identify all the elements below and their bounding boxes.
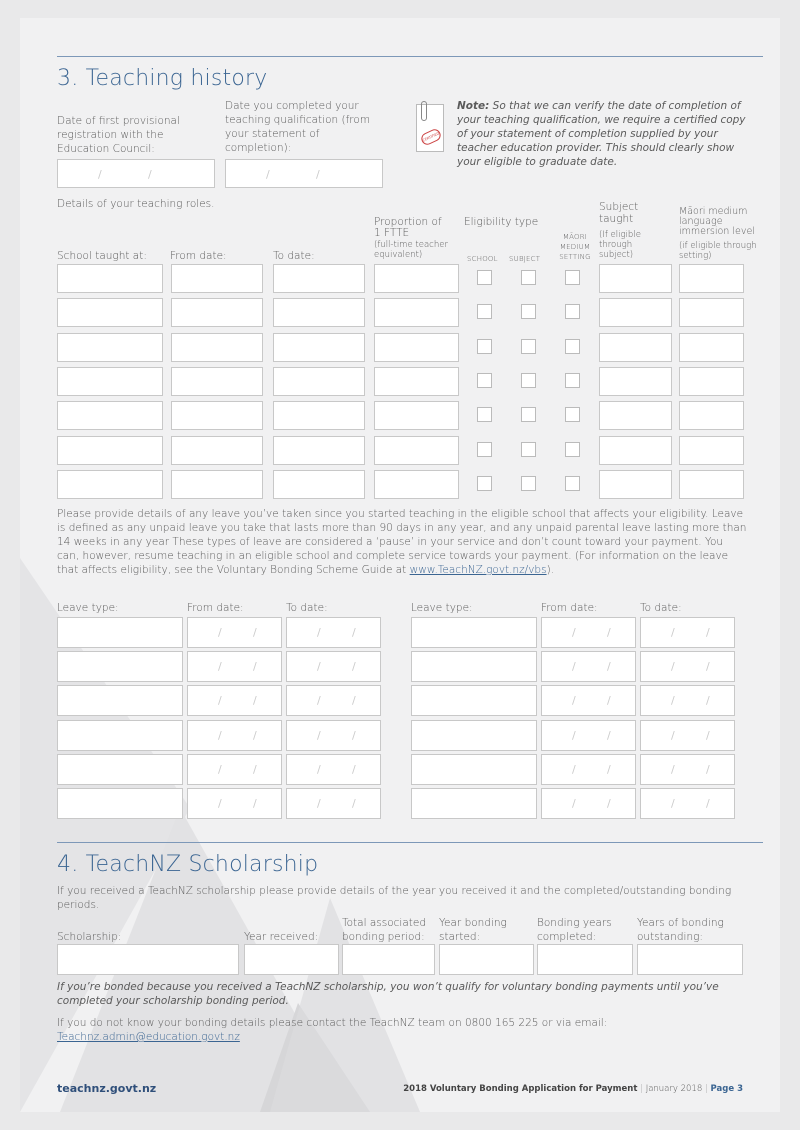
header-maori-level-sub: (if eligible through setting) xyxy=(679,241,757,261)
maori-setting-checkbox[interactable] xyxy=(565,442,580,457)
paperclip-icon xyxy=(421,101,427,121)
leave-explanation xyxy=(57,507,747,577)
to-date-input[interactable] xyxy=(273,298,365,327)
maori-setting-checkbox[interactable] xyxy=(565,373,580,388)
maori-setting-checkbox[interactable] xyxy=(565,304,580,319)
leave-text: Please provide details of any leave you’ve taken since you started teaching in the eligible school that affects your eligibility. Leave is defined as any unpaid leave you take that lasts more than 90 days in any year, and any unpaid parental leave lasting more than 14 weeks in any year These types of leave are considered a ‘pause’ in your service and don’t count toward your payment. You can, however, resume teaching in an eligible school and complete service towards your payment. (For information on the leave that affects eligibility, see the Voluntary Bonding Scheme Guide at xyxy=(57,508,747,576)
from-date-input[interactable] xyxy=(171,401,263,430)
scholarship-header: Bonding years completed: xyxy=(537,917,612,943)
leave-from-date-input[interactable]: / / xyxy=(541,720,636,751)
school-checkbox[interactable] xyxy=(477,339,492,354)
subject-input[interactable] xyxy=(599,470,672,499)
header-from-date: From date: xyxy=(170,250,227,262)
school-input[interactable] xyxy=(57,298,163,327)
certified-document-icon xyxy=(416,104,444,152)
school-input[interactable] xyxy=(57,367,163,396)
header-proportion: Proportion of 1 FTTE xyxy=(374,216,442,239)
contact-text: If you do not know your bonding details please contact the TeachNZ team on 0800 165 225 or via email: xyxy=(57,1017,608,1029)
scholarship-header: Total associated bonding period: xyxy=(342,917,427,943)
leave-from-date-input[interactable]: / / xyxy=(187,720,282,751)
proportion-input[interactable] xyxy=(374,333,459,362)
year-received-input[interactable] xyxy=(244,944,339,975)
leave-from-header-right: From date: xyxy=(541,602,598,614)
header-maori-level: Māori medium language immersion level xyxy=(679,206,755,237)
leave-to-date-input[interactable]: / / xyxy=(286,685,381,716)
leave-type-input[interactable] xyxy=(57,788,183,819)
subject-checkbox[interactable] xyxy=(521,407,536,422)
maori-level-input[interactable] xyxy=(679,401,744,430)
scholarship-intro: If you received a TeachNZ scholarship please provide details of the year you received it and the completed/outstanding bonding periods. xyxy=(57,885,732,911)
year-bonding-started-input[interactable] xyxy=(439,944,534,975)
subject-input[interactable] xyxy=(599,298,672,327)
maori-level-input[interactable] xyxy=(679,367,744,396)
school-checkbox[interactable] xyxy=(477,270,492,285)
leave-from-date-input[interactable]: / / xyxy=(187,754,282,785)
leave-from-date-input[interactable]: / / xyxy=(541,651,636,682)
from-date-input[interactable] xyxy=(171,298,263,327)
from-date-input[interactable] xyxy=(171,470,263,499)
maori-setting-checkbox[interactable] xyxy=(565,339,580,354)
document-page xyxy=(20,18,780,1112)
leave-type-input[interactable] xyxy=(57,651,183,682)
leave-to-date-input[interactable]: / / xyxy=(640,720,735,751)
school-input[interactable] xyxy=(57,470,163,499)
maori-level-input[interactable] xyxy=(679,333,744,362)
leave-type-header-right: Leave type: xyxy=(411,602,473,614)
to-date-input[interactable] xyxy=(273,436,365,465)
leave-to-date-input[interactable]: / / xyxy=(640,788,735,819)
subject-checkbox[interactable] xyxy=(521,476,536,491)
school-checkbox[interactable] xyxy=(477,304,492,319)
certified-stamp: CERTIFIED xyxy=(419,127,442,146)
scholarship-header: Scholarship: xyxy=(57,931,122,943)
header-subject-taught: Subject taught xyxy=(599,201,639,225)
proportion-input[interactable] xyxy=(374,470,459,499)
leave-type-input[interactable] xyxy=(57,617,183,648)
leave-from-date-input[interactable]: / / xyxy=(541,754,636,785)
registration-date-input[interactable]: / / xyxy=(57,159,215,188)
footer-separator: | xyxy=(704,1084,708,1094)
leave-to-date-input[interactable]: / / xyxy=(286,617,381,648)
leave-from-date-input[interactable]: / / xyxy=(187,685,282,716)
note-text: So that we can verify the date of completion of your teaching qualification, we require a certified copy of your statement of completion supplied by your teacher education provider. This should clearly show your eligible to graduate date. xyxy=(457,100,746,168)
from-date-input[interactable] xyxy=(171,333,263,362)
maori-level-input[interactable] xyxy=(679,298,744,327)
proportion-input[interactable] xyxy=(374,298,459,327)
bonding-years-completed-input[interactable] xyxy=(537,944,633,975)
leave-text-end: ). xyxy=(546,564,554,576)
subject-checkbox[interactable] xyxy=(521,270,536,285)
section-divider xyxy=(57,842,763,843)
leave-from-header-left: From date: xyxy=(187,602,244,614)
subject-checkbox[interactable] xyxy=(521,442,536,457)
leave-type-input[interactable] xyxy=(57,720,183,751)
subject-checkbox[interactable] xyxy=(521,304,536,319)
header-to-date: To date: xyxy=(273,250,315,262)
subject-checkbox[interactable] xyxy=(521,373,536,388)
leave-to-date-input[interactable]: / / xyxy=(286,788,381,819)
maori-level-input[interactable] xyxy=(679,436,744,465)
footer-doc-title: 2018 Voluntary Bonding Application for Payment xyxy=(403,1084,638,1094)
leave-to-date-input[interactable]: / / xyxy=(286,651,381,682)
proportion-input[interactable] xyxy=(374,401,459,430)
leave-type-input[interactable] xyxy=(411,720,537,751)
registration-date-label: Date of first provisional registration with the Education Council: xyxy=(57,115,180,155)
header-maori-checkbox: MĀORI MEDIUM SETTING xyxy=(559,233,591,261)
leave-to-date-input[interactable]: / / xyxy=(640,685,735,716)
scholarship-header: Year bonding started: xyxy=(439,917,507,943)
leave-to-date-input[interactable]: / / xyxy=(286,754,381,785)
leave-type-input[interactable] xyxy=(411,617,537,648)
school-checkbox[interactable] xyxy=(477,476,492,491)
roles-intro: Details of your teaching roles. xyxy=(57,198,215,210)
leave-to-date-input[interactable]: / / xyxy=(286,720,381,751)
proportion-input[interactable] xyxy=(374,436,459,465)
bonding-years-outstanding-input[interactable] xyxy=(637,944,743,975)
contact-paragraph xyxy=(57,1016,737,1044)
leave-type-input[interactable] xyxy=(57,754,183,785)
note-label: Note: xyxy=(457,100,490,112)
scholarship-header: Years of bonding outstanding: xyxy=(637,917,724,943)
to-date-input[interactable] xyxy=(273,264,365,293)
subject-input[interactable] xyxy=(599,401,672,430)
leave-from-date-input[interactable]: / / xyxy=(187,617,282,648)
to-date-input[interactable] xyxy=(273,470,365,499)
leave-from-date-input[interactable]: / / xyxy=(187,651,282,682)
subject-input[interactable] xyxy=(599,264,672,293)
subject-checkbox[interactable] xyxy=(521,339,536,354)
leave-to-date-input[interactable]: / / xyxy=(640,754,735,785)
maori-setting-checkbox[interactable] xyxy=(565,407,580,422)
leave-type-input[interactable] xyxy=(57,685,183,716)
school-input[interactable] xyxy=(57,264,163,293)
to-date-input[interactable] xyxy=(273,367,365,396)
subject-input[interactable] xyxy=(599,333,672,362)
qualification-date-input[interactable]: / / xyxy=(225,159,383,188)
from-date-input[interactable] xyxy=(171,436,263,465)
certification-note xyxy=(457,99,747,169)
scholarship-input[interactable] xyxy=(57,944,239,975)
leave-type-input[interactable] xyxy=(411,754,537,785)
subject-input[interactable] xyxy=(599,436,672,465)
leave-to-date-input[interactable]: / / xyxy=(640,651,735,682)
footer-info xyxy=(403,1082,743,1096)
leave-to-date-input[interactable]: / / xyxy=(640,617,735,648)
maori-level-input[interactable] xyxy=(679,264,744,293)
leave-from-date-input[interactable]: / / xyxy=(187,788,282,819)
from-date-input[interactable] xyxy=(171,367,263,396)
bonding-period-input[interactable] xyxy=(342,944,435,975)
qualification-date-label: Date you completed your teaching qualification (from your statement of completion): xyxy=(225,100,371,154)
proportion-input[interactable] xyxy=(374,264,459,293)
school-input[interactable] xyxy=(57,401,163,430)
leave-type-input[interactable] xyxy=(411,685,537,716)
subject-input[interactable] xyxy=(599,367,672,396)
header-school: School taught at: xyxy=(57,250,147,262)
section-3-title: 3. Teaching history xyxy=(57,66,268,91)
footer-date: January 2018 xyxy=(645,1084,703,1094)
leave-from-date-input[interactable]: / / xyxy=(541,788,636,819)
proportion-input[interactable] xyxy=(374,367,459,396)
maori-setting-checkbox[interactable] xyxy=(565,476,580,491)
leave-type-input[interactable] xyxy=(411,651,537,682)
header-proportion-sub: (full-time teacher equivalent) xyxy=(374,240,448,260)
maori-setting-checkbox[interactable] xyxy=(565,270,580,285)
header-eligibility-type: Eligibility type xyxy=(464,216,539,228)
leave-type-header-left: Leave type: xyxy=(57,602,119,614)
scholarship-italic-note: If you’re bonded because you received a TeachNZ scholarship, you won’t qualify for voluntary bonding payments until you’ve completed your scholarship bonding period. xyxy=(57,981,719,1007)
to-date-input[interactable] xyxy=(273,401,365,430)
maori-level-input[interactable] xyxy=(679,470,744,499)
school-input[interactable] xyxy=(57,333,163,362)
header-school-checkbox: SCHOOL xyxy=(467,255,498,263)
leave-to-header-left: To date: xyxy=(286,602,328,614)
from-date-input[interactable] xyxy=(171,264,263,293)
email-link[interactable]: Teachnz.admin@education.govt.nz xyxy=(57,1031,240,1043)
footer-site: teachnz.govt.nz xyxy=(57,1082,157,1095)
leave-from-date-input[interactable]: / / xyxy=(541,617,636,648)
school-checkbox[interactable] xyxy=(477,373,492,388)
leave-type-input[interactable] xyxy=(411,788,537,819)
to-date-input[interactable] xyxy=(273,333,365,362)
scholarship-header: Year received: xyxy=(244,931,319,943)
header-subject-checkbox: SUBJECT xyxy=(509,255,541,263)
school-checkbox[interactable] xyxy=(477,442,492,457)
school-input[interactable] xyxy=(57,436,163,465)
footer-page: Page 3 xyxy=(710,1084,743,1094)
footer-separator: | xyxy=(640,1084,643,1094)
leave-from-date-input[interactable]: / / xyxy=(541,685,636,716)
vbs-guide-link[interactable]: www.TeachNZ.govt.nz/vbs xyxy=(409,564,547,576)
school-checkbox[interactable] xyxy=(477,407,492,422)
header-subject-sub: (If eligible through subject) xyxy=(599,230,641,260)
section-4-title: 4. TeachNZ Scholarship xyxy=(57,852,319,877)
leave-to-header-right: To date: xyxy=(640,602,682,614)
section-divider xyxy=(57,56,763,57)
